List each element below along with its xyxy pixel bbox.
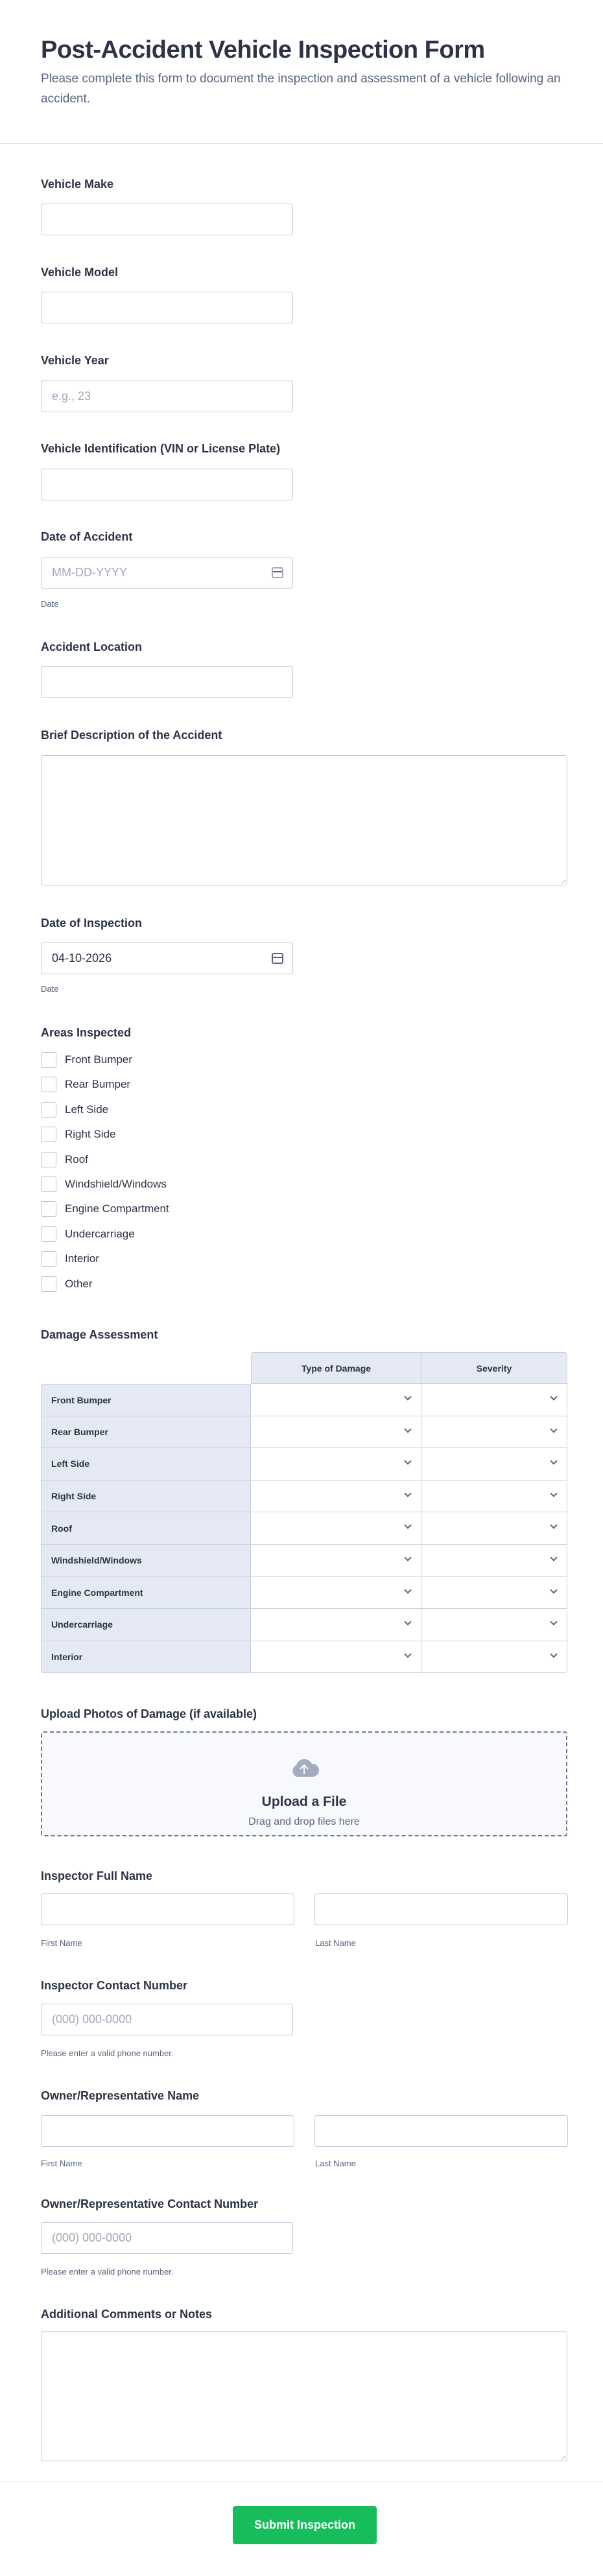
checkbox-option[interactable] — [41, 1250, 99, 1267]
chevron-down-icon — [550, 1618, 557, 1625]
table-row — [41, 1545, 567, 1577]
vehicle-make-input[interactable] — [41, 204, 293, 235]
resize-handle-icon[interactable] — [558, 876, 565, 884]
areas-inspected-label: Areas Inspected — [41, 1026, 132, 1039]
calendar-icon[interactable] — [272, 567, 283, 578]
type-of-damage-select[interactable] — [251, 1512, 421, 1545]
checkbox-label: Left Side — [65, 1103, 109, 1116]
severity-select[interactable] — [421, 1609, 567, 1641]
chevron-down-icon — [404, 1554, 411, 1561]
checkbox[interactable] — [41, 1201, 56, 1217]
owner-phone-label: Owner/Representative Contact Number — [41, 2197, 259, 2210]
chevron-down-icon — [550, 1490, 557, 1497]
checkbox[interactable] — [41, 1177, 56, 1192]
checkbox[interactable] — [41, 1077, 56, 1092]
checkbox[interactable] — [41, 1251, 56, 1267]
row-label: Right Side — [41, 1481, 251, 1513]
severity-select[interactable] — [421, 1641, 567, 1674]
accident-date-placeholder: MM-DD-YYYY — [52, 566, 127, 579]
checkbox-option[interactable] — [41, 1101, 108, 1118]
description-label: Brief Description of the Accident — [41, 729, 222, 742]
upload-label: Upload Photos of Damage (if available) — [41, 1707, 257, 1720]
upload-title: Upload a File — [261, 1794, 347, 1809]
vehicle-year-label: Vehicle Year — [41, 354, 109, 367]
owner-phone-input[interactable] — [41, 2222, 293, 2254]
footer-divider — [0, 2481, 603, 2482]
owner-first-name-sublabel: First Name — [41, 2159, 82, 2168]
chevron-down-icon — [404, 1650, 411, 1657]
accident-location-input[interactable] — [41, 666, 293, 698]
checkbox-label: Engine Compartment — [65, 1202, 169, 1215]
table-row — [41, 1609, 567, 1641]
chevron-down-icon — [550, 1650, 557, 1657]
row-label: Roof — [41, 1512, 251, 1545]
severity-select[interactable] — [421, 1416, 567, 1449]
header-divider — [0, 143, 603, 144]
inspector-first-name-input[interactable] — [41, 1893, 294, 1925]
checkbox-label: Undercarriage — [65, 1227, 135, 1240]
accident-date-input[interactable] — [41, 557, 293, 589]
checkbox-option[interactable] — [41, 1176, 167, 1193]
owner-last-name-input[interactable] — [314, 2115, 568, 2147]
vin-input[interactable] — [41, 469, 293, 500]
checkbox[interactable] — [41, 1127, 56, 1142]
upload-hint: Drag and drop files here — [248, 1816, 360, 1827]
table-row — [41, 1416, 567, 1449]
inspector-name-label: Inspector Full Name — [41, 1869, 153, 1882]
submit-button[interactable]: Submit Inspection — [233, 2506, 377, 2544]
vehicle-model-input[interactable] — [41, 292, 293, 323]
page-title: Post-Accident Vehicle Inspection Form — [41, 36, 485, 64]
checkbox-label: Front Bumper — [65, 1053, 132, 1066]
table-row — [41, 1481, 567, 1513]
type-of-damage-select[interactable] — [251, 1481, 421, 1513]
page-subtitle: Please complete this form to document the inspection and assessment of a vehicle following an accident. — [41, 72, 561, 106]
severity-select[interactable] — [421, 1384, 567, 1416]
inspector-phone-label: Inspector Contact Number — [41, 1979, 188, 1992]
owner-first-name-input[interactable] — [41, 2115, 294, 2147]
chevron-down-icon — [404, 1425, 411, 1433]
chevron-down-icon — [550, 1393, 557, 1400]
type-of-damage-select[interactable] — [251, 1577, 421, 1610]
resize-handle-icon[interactable] — [558, 2452, 565, 2459]
checkbox-label: Windshield/Windows — [65, 1178, 167, 1190]
chevron-down-icon — [404, 1458, 411, 1465]
comments-label: Additional Comments or Notes — [41, 2308, 213, 2321]
type-of-damage-select[interactable] — [251, 1416, 421, 1449]
inspector-last-name-input[interactable] — [314, 1893, 568, 1925]
inspection-date-sublabel: Date — [41, 984, 59, 994]
inspector-phone-input[interactable] — [41, 2004, 293, 2035]
chevron-down-icon — [404, 1393, 411, 1400]
inspector-phone-placeholder: (000) 000-0000 — [52, 2013, 132, 2026]
table-row — [41, 1577, 567, 1610]
row-label: Engine Compartment — [41, 1577, 251, 1610]
accident-location-label: Accident Location — [41, 640, 143, 653]
inspector-last-name-sublabel: Last Name — [315, 1938, 356, 1948]
accident-date-label: Date of Accident — [41, 530, 133, 543]
row-label: Front Bumper — [41, 1384, 251, 1416]
chevron-down-icon — [404, 1490, 411, 1497]
row-label: Left Side — [41, 1448, 251, 1481]
chevron-down-icon — [550, 1522, 557, 1529]
checkbox-option[interactable] — [41, 1051, 132, 1068]
owner-last-name-sublabel: Last Name — [315, 2159, 356, 2168]
severity-select[interactable] — [421, 1545, 567, 1577]
checkbox[interactable] — [41, 1102, 56, 1118]
owner-phone-placeholder: (000) 000-0000 — [52, 2231, 132, 2244]
column-header-severity: Severity — [421, 1352, 567, 1384]
row-label: Rear Bumper — [41, 1416, 251, 1449]
table-row — [41, 1448, 567, 1481]
damage-assessment-table — [41, 1352, 567, 1673]
table-row — [41, 1512, 567, 1545]
calendar-icon[interactable] — [272, 953, 283, 964]
chevron-down-icon — [550, 1586, 557, 1593]
type-of-damage-select[interactable] — [251, 1384, 421, 1416]
chevron-down-icon — [550, 1458, 557, 1465]
severity-select[interactable] — [421, 1512, 567, 1545]
checkbox[interactable] — [41, 1226, 56, 1242]
chevron-down-icon — [404, 1618, 411, 1625]
table-row — [41, 1641, 567, 1674]
checkbox-option[interactable] — [41, 1151, 88, 1168]
chevron-down-icon — [404, 1522, 411, 1529]
vin-label: Vehicle Identification (VIN or License Plate) — [41, 442, 281, 455]
type-of-damage-select[interactable] — [251, 1448, 421, 1481]
owner-phone-hint: Please enter a valid phone number. — [41, 2267, 174, 2277]
row-label: Interior — [41, 1641, 251, 1674]
vehicle-make-label: Vehicle Make — [41, 178, 114, 191]
checkbox-label: Roof — [65, 1153, 88, 1165]
checkbox-label: Other — [65, 1277, 93, 1290]
checkbox[interactable] — [41, 1152, 56, 1167]
severity-select[interactable] — [421, 1448, 567, 1481]
table-row — [41, 1384, 567, 1416]
row-label: Windshield/Windows — [41, 1545, 251, 1577]
row-label: Undercarriage — [41, 1609, 251, 1641]
severity-select[interactable] — [421, 1577, 567, 1610]
checkbox-label: Rear Bumper — [65, 1078, 131, 1091]
type-of-damage-select[interactable] — [251, 1545, 421, 1577]
severity-select[interactable] — [421, 1481, 567, 1513]
inspector-first-name-sublabel: First Name — [41, 1938, 82, 1948]
type-of-damage-select[interactable] — [251, 1641, 421, 1674]
checkbox-option[interactable] — [41, 1276, 93, 1293]
checkbox-option[interactable] — [41, 1126, 115, 1143]
file-dropzone[interactable] — [41, 1731, 567, 1836]
cloud-upload-icon — [289, 1756, 320, 1778]
inspection-date-input[interactable] — [41, 943, 293, 974]
column-header-type: Type of Damage — [251, 1352, 421, 1384]
checkbox-option[interactable] — [41, 1076, 130, 1093]
checkbox-label: Right Side — [65, 1128, 116, 1141]
chevron-down-icon — [550, 1554, 557, 1561]
comments-textarea[interactable] — [41, 2331, 567, 2461]
inspector-phone-hint: Please enter a valid phone number. — [41, 2048, 174, 2058]
vehicle-year-input[interactable] — [41, 381, 293, 412]
type-of-damage-select[interactable] — [251, 1609, 421, 1641]
vehicle-year-placeholder: e.g., 23 — [52, 390, 91, 403]
checkbox[interactable] — [41, 1276, 56, 1292]
accident-date-sublabel: Date — [41, 599, 59, 609]
checkbox-option[interactable] — [41, 1200, 169, 1217]
inspection-date-label: Date of Inspection — [41, 917, 143, 930]
chevron-down-icon — [550, 1425, 557, 1433]
vehicle-model-label: Vehicle Model — [41, 266, 119, 279]
checkbox[interactable] — [41, 1052, 56, 1068]
checkbox-option[interactable] — [41, 1226, 135, 1243]
description-textarea[interactable] — [41, 755, 567, 885]
inspection-date-value: 04-10-2026 — [52, 952, 112, 965]
damage-assessment-label: Damage Assessment — [41, 1328, 158, 1341]
table-corner — [41, 1352, 251, 1384]
chevron-down-icon — [404, 1586, 411, 1593]
checkbox-label: Interior — [65, 1252, 99, 1265]
owner-name-label: Owner/Representative Name — [41, 2089, 200, 2102]
